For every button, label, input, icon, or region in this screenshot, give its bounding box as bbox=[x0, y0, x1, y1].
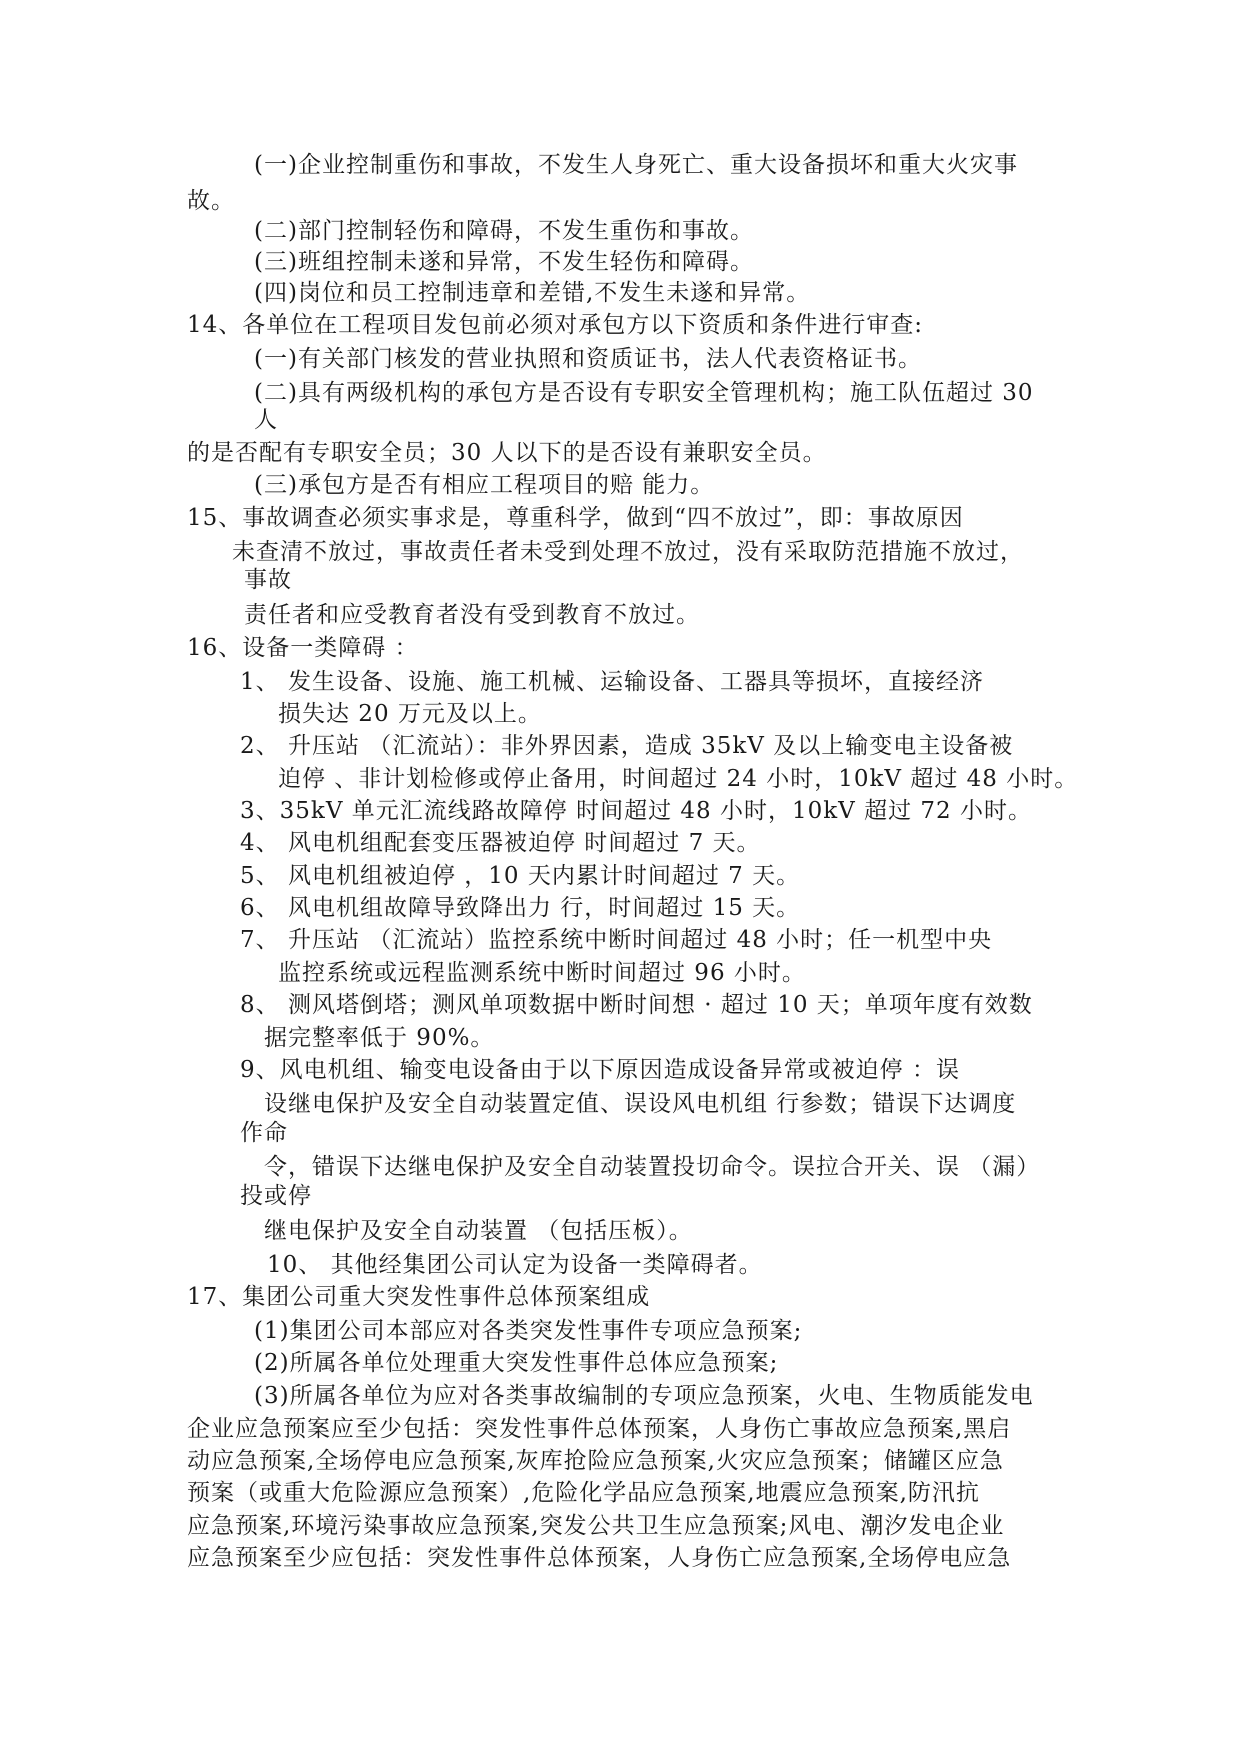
text-line: 迫停 、非计划检修或停止备用，时间超过 24 小时，10kV 超过 48 小时。 bbox=[278, 766, 1079, 792]
text-line: (3)所属各单位为应对各类事故编制的专项应急预案，火电、生物质能发电 bbox=[254, 1383, 1034, 1409]
section-heading-16: 16、设备一类障碍 ： bbox=[187, 635, 419, 661]
text-line: (三)班组控制未遂和异常，不发生轻伤和障碍。 bbox=[254, 249, 754, 275]
text-line: 动应急预案,全场停电应急预案,灰库抢险应急预案,火灾应急预案；储罐区应急 bbox=[187, 1448, 1004, 1474]
text-line: 预案（或重大危险源应急预案）,危险化学品应急预案,地震应急预案,防汛抗 bbox=[187, 1480, 980, 1506]
text-line: (1)集团公司本部应对各类突发性事件专项应急预案; bbox=[254, 1318, 803, 1344]
list-item: 5、 风电机组被迫停 ，10 天内累计时间超过 7 天。 bbox=[240, 863, 801, 889]
list-item: 2、 升压站 （汇流站）：非外界因素，造成 35kV 及以上输变电主设备被 bbox=[240, 733, 1014, 759]
section-heading-15: 15、事故调查必须实事求是，尊重科学，做到“四不放过”，即：事故原因 bbox=[187, 505, 964, 531]
text-line: 责任者和应受教育者没有受到教育不放过。 bbox=[244, 602, 700, 628]
text-line: (二)部门控制轻伤和障碍，不发生重伤和事故。 bbox=[254, 218, 754, 244]
text-line: 设继电保护及安全自动装置定值、误设风电机组 行参数；错误下达调度 bbox=[264, 1091, 1017, 1117]
text-line: (三)承包方是否有相应工程项目的赔 能力。 bbox=[254, 472, 715, 498]
text-line: 令，错误下达继电保护及安全自动装置投切命令。误拉合开关、误 （漏） bbox=[264, 1154, 1041, 1180]
list-item: 4、 风电机组配套变压器被迫停 时间超过 7 天。 bbox=[240, 830, 761, 856]
text-line: (2)所属各单位处理重大突发性事件总体应急预案; bbox=[254, 1350, 779, 1376]
text-line: (一)企业控制重伤和事故，不发生人身死亡、重大设备损坏和重大火灾事 bbox=[254, 152, 1018, 178]
text-line: 监控系统或远程监测系统中断时间超过 96 小时。 bbox=[278, 960, 806, 986]
list-item: 3、35kV 单元汇流线路故障停 时间超过 48 小时，10kV 超过 72 小时。 bbox=[240, 798, 1032, 824]
list-item: 6、 风电机组故障导致降出力 行，时间超过 15 天。 bbox=[240, 895, 801, 921]
list-item: 8、 测风塔倒塔；测风单项数据中断时间想 · 超过 10 天；单项年度有效数 bbox=[240, 992, 1033, 1018]
text-line: 应急预案至少应包括：突发性事件总体预案，人身伤亡应急预案,全场停电应急 bbox=[187, 1545, 1012, 1571]
list-item: 10、 其他经集团公司认定为设备一类障碍者。 bbox=[267, 1252, 763, 1278]
text-line: 故。 bbox=[187, 188, 235, 214]
text-line: 企业应急预案应至少包括：突发性事件总体预案，人身伤亡事故应急预案,黑启 bbox=[187, 1416, 1012, 1442]
text-line: 事故 bbox=[244, 567, 292, 593]
text-line: 据完整率低于 90%。 bbox=[264, 1025, 495, 1051]
text-line: 人 bbox=[254, 407, 278, 433]
text-line: (一)有关部门核发的营业执照和资质证书，法人代表资格证书。 bbox=[254, 346, 922, 372]
text-line: 的是否配有专职安全员；30 人以下的是否设有兼职安全员。 bbox=[187, 440, 827, 466]
section-heading-14: 14、各单位在工程项目发包前必须对承包方以下资质和条件进行审查: bbox=[187, 312, 924, 338]
list-item: 1、 发生设备、设施、施工机械、运输设备、工器具等损坏，直接经济 bbox=[240, 669, 984, 695]
text-line: 损失达 20 万元及以上。 bbox=[278, 701, 542, 727]
text-line: (二)具有两级机构的承包方是否设有专职安全管理机构；施工队伍超过 30 bbox=[254, 380, 1034, 406]
text-line: 应急预案,环境污染事故应急预案,突发公共卫生应急预案;风电、潮汐发电企业 bbox=[187, 1513, 1005, 1539]
list-item: 9、风电机组、输变电设备由于以下原因造成设备异常或被迫停 ：误 bbox=[240, 1057, 960, 1083]
text-line: 继电保护及安全自动装置 （包括压板）。 bbox=[264, 1218, 693, 1244]
text-line: 投或停 bbox=[240, 1183, 312, 1209]
text-line: 作命 bbox=[240, 1120, 288, 1146]
text-line: 未查清不放过，事故责任者未受到处理不放过，没有采取防范措施不放过， bbox=[232, 539, 1024, 565]
text-line: (四)岗位和员工控制违章和差错,不发生未遂和异常。 bbox=[254, 280, 811, 306]
section-heading-17: 17、集团公司重大突发性事件总体预案组成 bbox=[187, 1284, 651, 1310]
list-item: 7、 升压站 （汇流站）监控系统中断时间超过 48 小时；任一机型中央 bbox=[240, 927, 993, 953]
